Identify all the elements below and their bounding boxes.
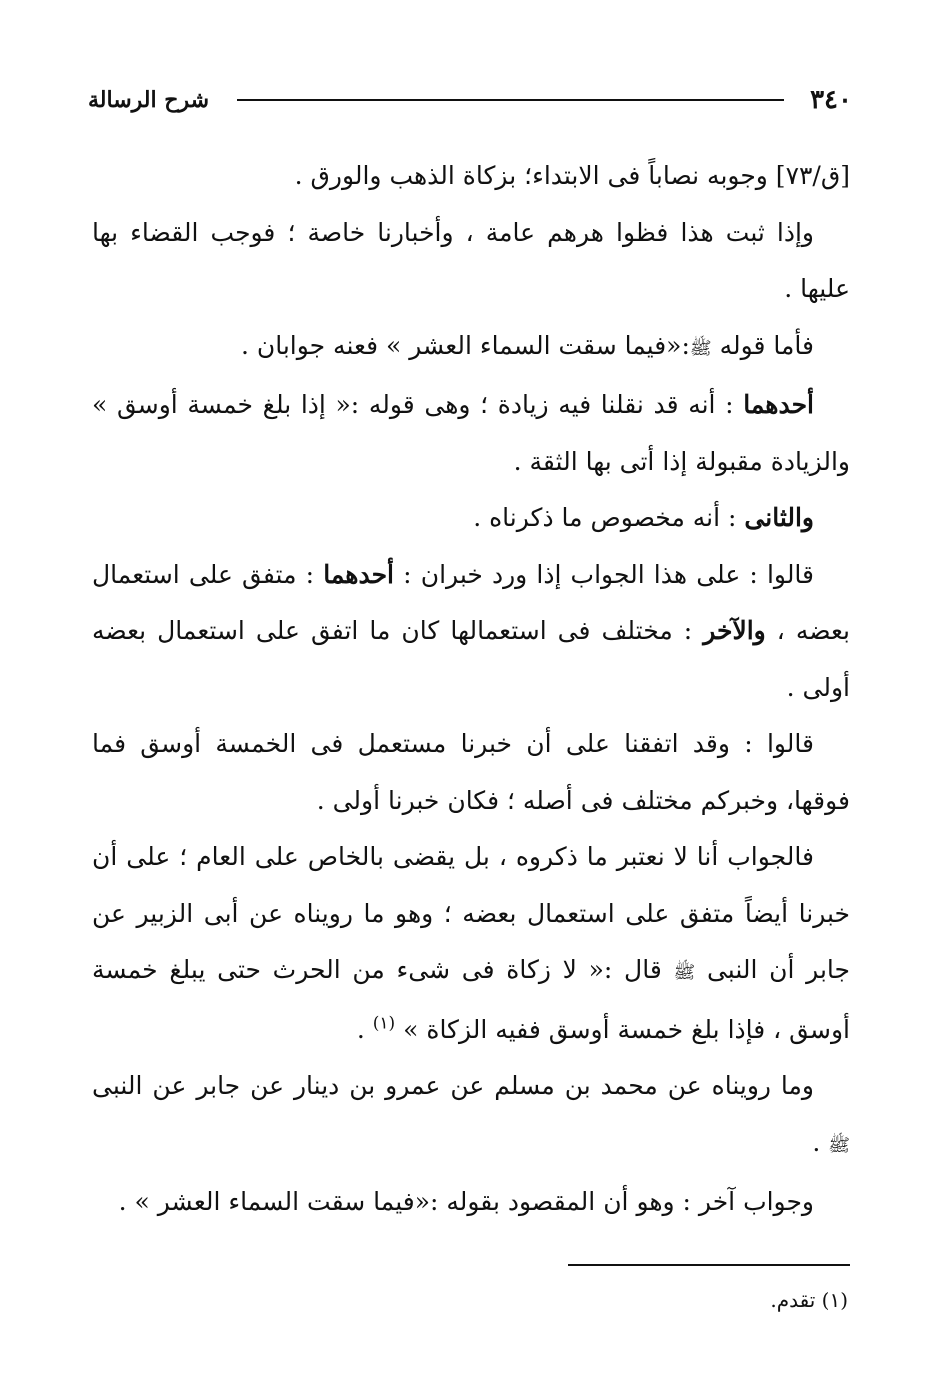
running-title: شرح الرسالة (88, 87, 210, 113)
paragraph (92, 547, 850, 717)
paragraph (92, 1058, 850, 1174)
paragraph-text: فأما قوله (711, 330, 814, 360)
paragraph-text: : مختلف فى استعمالها كان ما اتفق على استعمال بعضه أولى . (92, 616, 850, 702)
paragraph-text: [ق/٧٣] وجوبه نصاباً فى الابتداء؛ بزكاة الذهب والورق . (294, 161, 850, 190)
honorific-glyph: ﷺ (689, 337, 712, 359)
paragraph (92, 205, 850, 318)
paragraph-text: فالجواب أنا لا نعتبر ما ذكروه ، بل يقضى بالخاص على العام ؛ على أن خبرنا أيضاً متفق على استعمال بعضه ؛ وهو ما رويناه عن أبى الزبير عن جابر أن النبى (92, 842, 850, 984)
paragraph-lead: أحدهما (743, 390, 814, 419)
paragraph-text: : متفق على استعمال بعضه ، (92, 559, 850, 645)
paragraph (92, 148, 850, 205)
paragraph (92, 829, 850, 1058)
footnote: (١) تقدم. (770, 1288, 848, 1312)
paragraph (92, 377, 850, 490)
paragraph-text: . (356, 1014, 373, 1044)
header-rule (237, 99, 784, 101)
paragraph-text: قالوا : على هذا الجواب إذا ورد خبران : (394, 559, 814, 589)
honorific-glyph: ﷺ (828, 1134, 850, 1156)
paragraph-text: : أنه قد نقلنا فيه زيادة ؛ وهى قوله :« إذا بلغ خمسة أوسق » والزيادة مقبولة إذا أتى بها الثقة . (92, 390, 850, 476)
paragraph (92, 716, 850, 829)
page-number: ٣٤٠ (810, 85, 852, 115)
paragraph-text: قالوا : وقد اتفقنا على أن خبرنا مستعمل فى الخمسة أوسق فما فوقها، وخبركم مختلف فى أصله ؛ فكان خبرنا أولى . (92, 729, 850, 815)
paragraph-text: قال :« لا زكاة فى شىء من الحرث حتى يبلغ خمسة أوسق ، فإذا بلغ خمسة أوسق ففيه الزكاة » (92, 955, 850, 1044)
honorific-glyph: ﷺ (673, 962, 696, 983)
main-text (92, 148, 850, 1231)
paragraph-text: : أنه مخصوص ما ذكرناه . (473, 503, 745, 532)
paragraph-text: وجواب آخر : وهو أن المقصود بقوله :«فيما سقت السماء العشر » . (118, 1187, 814, 1216)
paragraph-lead: أحدهما (323, 559, 394, 589)
paragraph-text: . (812, 1127, 829, 1157)
paragraph-lead: والثانى (744, 503, 814, 532)
footnote-reference[interactable]: (١) (372, 1013, 396, 1034)
paragraph (92, 1174, 850, 1231)
paragraph-lead: والآخر (703, 616, 766, 645)
paragraph-text: وإذا ثبت هذا فظوا هرهم عامة ، وأخبارنا خاصة ؛ فوجب القضاء بها عليها . (92, 217, 850, 303)
paragraph-text: وما رويناه عن محمد بن مسلم عن عمرو بن دينار عن جابر عن النبى (92, 1071, 814, 1100)
footnote-separator (568, 1264, 850, 1266)
paragraph (92, 318, 850, 378)
paragraph (92, 490, 850, 547)
page-header (88, 80, 852, 120)
paragraph-text: :«فيما سقت السماء العشر » فعنه جوابان . (240, 330, 690, 360)
